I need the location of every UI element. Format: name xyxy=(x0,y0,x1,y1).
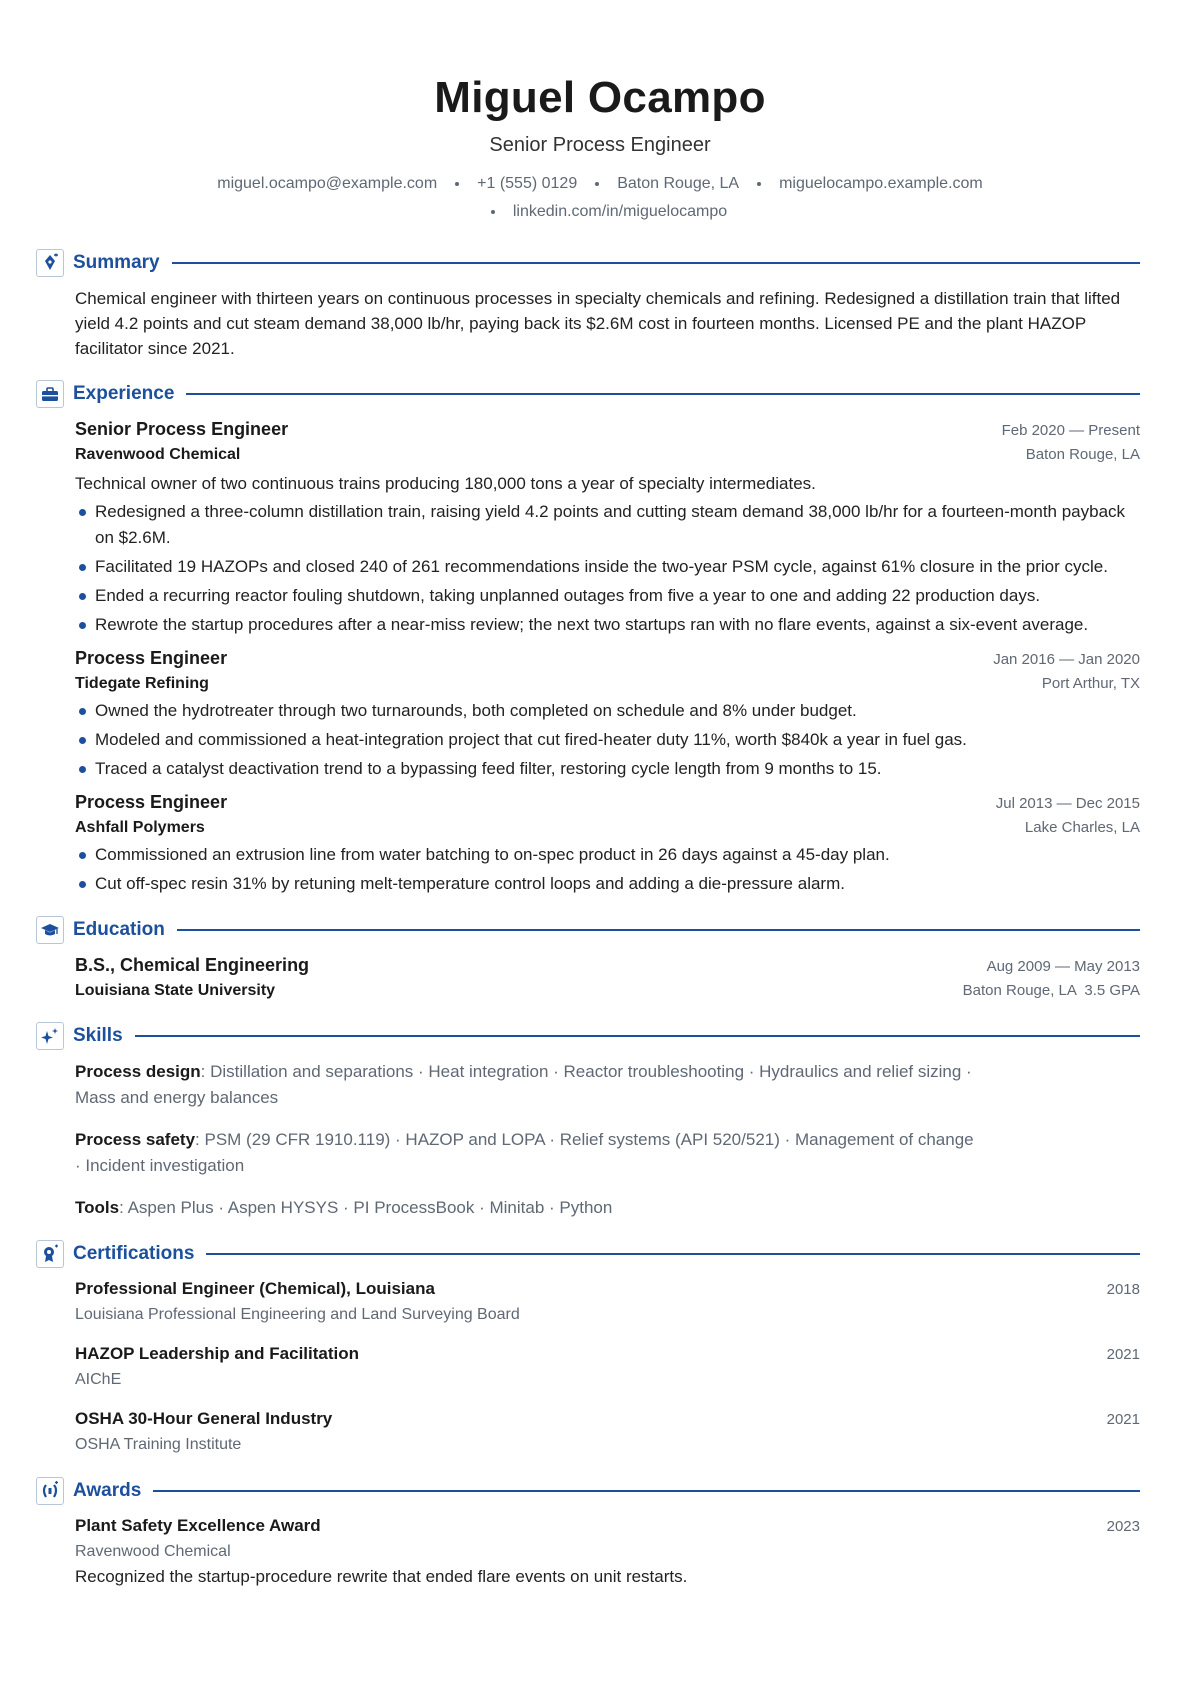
award-issuer: Ravenwood Chemical xyxy=(75,1543,231,1560)
section-divider xyxy=(206,1253,1140,1255)
certification-issuer: Louisiana Professional Engineering and Land Surveying Board xyxy=(75,1306,520,1323)
certification-name: OSHA 30-Hour General Industry xyxy=(75,1409,333,1428)
skill-items: Aspen Plus · Aspen HYSYS · PI ProcessBook · Minitab · Python xyxy=(127,1198,613,1217)
contact-phone[interactable] xyxy=(437,170,577,198)
skill-group: Process safety: PSM (29 CFR 1910.119) · HAZOP and LOPA · Relief systems (API 520/521) · Management of change · Incident investigation xyxy=(75,1130,974,1175)
bullet-dot xyxy=(79,708,86,715)
bullet-item: Commissioned an extrusion line from water batching to on-spec product in 26 days against a 45-day plan. xyxy=(75,842,1140,868)
candidate-title: Senior Process Engineer xyxy=(489,134,711,156)
certification-year: 2018 xyxy=(1106,1281,1140,1298)
skill-items: Distillation and separations · Heat integration · Reactor troubleshooting · Hydraulics and relief sizing · Mass and energy balances xyxy=(75,1062,972,1107)
awards-heading: Awards xyxy=(73,1480,142,1501)
job-bullets xyxy=(75,842,1140,897)
bullet-item: Owned the hydrotreater through two turnarounds, both completed on schedule and 8% under budget. xyxy=(75,698,1140,724)
bullet-dot xyxy=(79,852,86,859)
separator-dot xyxy=(455,182,459,186)
experience-heading: Experience xyxy=(73,383,175,404)
bullet-item: Redesigned a three-column distillation train, raising yield 4.2 points and cutting steam demand 38,000 lb/hr for a fourteen-month payback on $2.6M. xyxy=(75,499,1140,551)
trophy-laurel-icon xyxy=(36,1477,64,1505)
job-role: Process Engineer xyxy=(75,792,228,812)
award-name: Plant Safety Excellence Award xyxy=(75,1516,321,1535)
school: Louisiana State University xyxy=(75,982,276,999)
skill-label: Process safety xyxy=(75,1130,196,1149)
briefcase-icon xyxy=(36,380,64,408)
bullet-dot xyxy=(79,766,86,773)
separator-dot xyxy=(757,182,761,186)
education-dates: Aug 2009 — May 2013 xyxy=(986,958,1140,975)
job-entry xyxy=(75,790,1140,897)
bullet-dot xyxy=(79,593,86,600)
certification-year: 2021 xyxy=(1106,1346,1140,1363)
bullet-dot xyxy=(79,881,86,888)
contact-text: Baton Rouge, LA xyxy=(617,175,740,192)
certification-name: Professional Engineer (Chemical), Louisiana xyxy=(75,1279,435,1298)
education-section xyxy=(36,915,1140,1003)
job-location: Baton Rouge, LA xyxy=(1025,446,1140,463)
experience-section xyxy=(36,379,1140,897)
separator-dot xyxy=(491,210,495,214)
bullet-item: Traced a catalyst deactivation trend to a bypassing feed filter, restoring cycle length from 9 months to 15. xyxy=(75,756,1140,782)
section-divider xyxy=(186,393,1140,395)
job-bullets xyxy=(75,499,1140,638)
education-heading: Education xyxy=(73,919,165,940)
section-divider xyxy=(177,929,1140,931)
contact-list xyxy=(180,170,1020,226)
job-entry xyxy=(75,646,1140,782)
section-divider xyxy=(153,1490,1140,1492)
job-company: Tidegate Refining xyxy=(75,675,209,692)
summary-text: Chemical engineer with thirteen years on continuous processes in specialty chemicals and refining. Redesigned a distillation train that lifted yield 4.2 points and cut steam demand 38,000 lb/hr, paying back its $2.6M cost in fourteen months. Licensed PE and the plant HAZOP facilitator since 2021. xyxy=(75,289,1121,358)
resume-header xyxy=(60,72,1140,226)
certification-item xyxy=(75,1342,1140,1393)
contact-location xyxy=(577,170,739,198)
job-role: Process Engineer xyxy=(75,648,228,668)
education-location-gpa: Baton Rouge, LA 3.5 GPA xyxy=(962,982,1140,999)
job-dates: Feb 2020 — Present xyxy=(1001,422,1140,439)
skill-group: Process design: Distillation and separations · Heat integration · Reactor troubleshooting · Hydraulics and relief sizing · Mass and energy balances xyxy=(75,1062,972,1107)
contact-text: miguel.ocampo@example.com xyxy=(217,175,438,192)
education-entry xyxy=(75,953,1140,1003)
bullet-dot xyxy=(79,564,86,571)
job-dates: Jul 2013 — Dec 2015 xyxy=(995,795,1140,812)
certification-name: HAZOP Leadership and Facilitation xyxy=(75,1344,360,1363)
job-bullets xyxy=(75,698,1140,782)
sparkle-icon xyxy=(36,1022,64,1050)
summary-section xyxy=(36,248,1140,361)
contact-website[interactable] xyxy=(739,170,983,198)
certifications-section xyxy=(36,1239,1140,1458)
candidate-name: Miguel Ocampo xyxy=(434,73,766,122)
bullet-dot xyxy=(79,622,86,629)
graduation-cap-icon xyxy=(36,916,64,944)
skills-heading: Skills xyxy=(73,1025,123,1046)
bullet-dot xyxy=(79,737,86,744)
certification-issuer: OSHA Training Institute xyxy=(75,1436,242,1453)
skills-section xyxy=(36,1021,1140,1221)
bullet-item: Cut off-spec resin 31% by retuning melt-temperature control loops and adding a die-pressure alarm. xyxy=(75,871,1140,897)
award-ribbon-icon xyxy=(36,1240,64,1268)
job-company: Ravenwood Chemical xyxy=(75,446,241,463)
degree: B.S., Chemical Engineering xyxy=(75,955,310,975)
award-year: 2023 xyxy=(1106,1518,1140,1535)
certifications-heading: Certifications xyxy=(73,1243,195,1264)
job-dates: Jan 2016 — Jan 2020 xyxy=(993,651,1140,668)
bullet-dot xyxy=(79,509,86,516)
separator-dot xyxy=(595,182,599,186)
skill-group: Tools: Aspen Plus · Aspen HYSYS · PI ProcessBook · Minitab · Python xyxy=(75,1198,613,1217)
job-location: Port Arthur, TX xyxy=(1041,675,1140,692)
skill-label: Tools xyxy=(75,1198,120,1217)
bullet-item: Rewrote the startup procedures after a near-miss review; the next two startups ran with no flare events, against a six-event average. xyxy=(75,612,1140,638)
certification-year: 2021 xyxy=(1106,1411,1140,1428)
bullet-item: Facilitated 19 HAZOPs and closed 240 of 261 recommendations inside the two-year PSM cycle, against 61% closure in the prior cycle. xyxy=(75,554,1140,580)
certification-item xyxy=(75,1277,1140,1328)
job-location: Lake Charles, LA xyxy=(1024,819,1140,836)
certification-item xyxy=(75,1407,1140,1458)
certification-issuer: AIChE xyxy=(75,1371,122,1388)
awards-section xyxy=(36,1476,1140,1589)
summary-heading: Summary xyxy=(73,252,160,273)
contact-text: +1 (555) 0129 xyxy=(477,175,578,192)
contact-text: miguelocampo.example.com xyxy=(779,175,983,192)
job-role: Senior Process Engineer xyxy=(75,419,289,439)
skill-items: PSM (29 CFR 1910.119) · HAZOP and LOPA · Relief systems (API 520/521) · Management of change · Incident investigation xyxy=(75,1130,974,1175)
bullet-item: Ended a recurring reactor fouling shutdown, taking unplanned outages from five a year to one and adding 22 production days. xyxy=(75,583,1140,609)
contact-linkedin[interactable] xyxy=(473,198,727,226)
section-divider xyxy=(172,262,1140,264)
award-description: Recognized the startup-procedure rewrite that ended flare events on unit restarts. xyxy=(75,1567,688,1586)
job-description: Technical owner of two continuous trains producing 180,000 tons a year of specialty intermediates. xyxy=(75,474,816,493)
bullet-item: Modeled and commissioned a heat-integration project that cut fired-heater duty 11%, worth $840k a year in fuel gas. xyxy=(75,727,1140,753)
contact-email[interactable] xyxy=(217,170,437,198)
section-divider xyxy=(135,1035,1140,1037)
award-item xyxy=(75,1514,1140,1589)
job-entry xyxy=(75,417,1140,638)
pen-nib-icon xyxy=(36,249,64,277)
skill-label: Process design xyxy=(75,1062,201,1081)
job-company: Ashfall Polymers xyxy=(75,819,205,836)
contact-text: linkedin.com/in/miguelocampo xyxy=(512,203,728,220)
